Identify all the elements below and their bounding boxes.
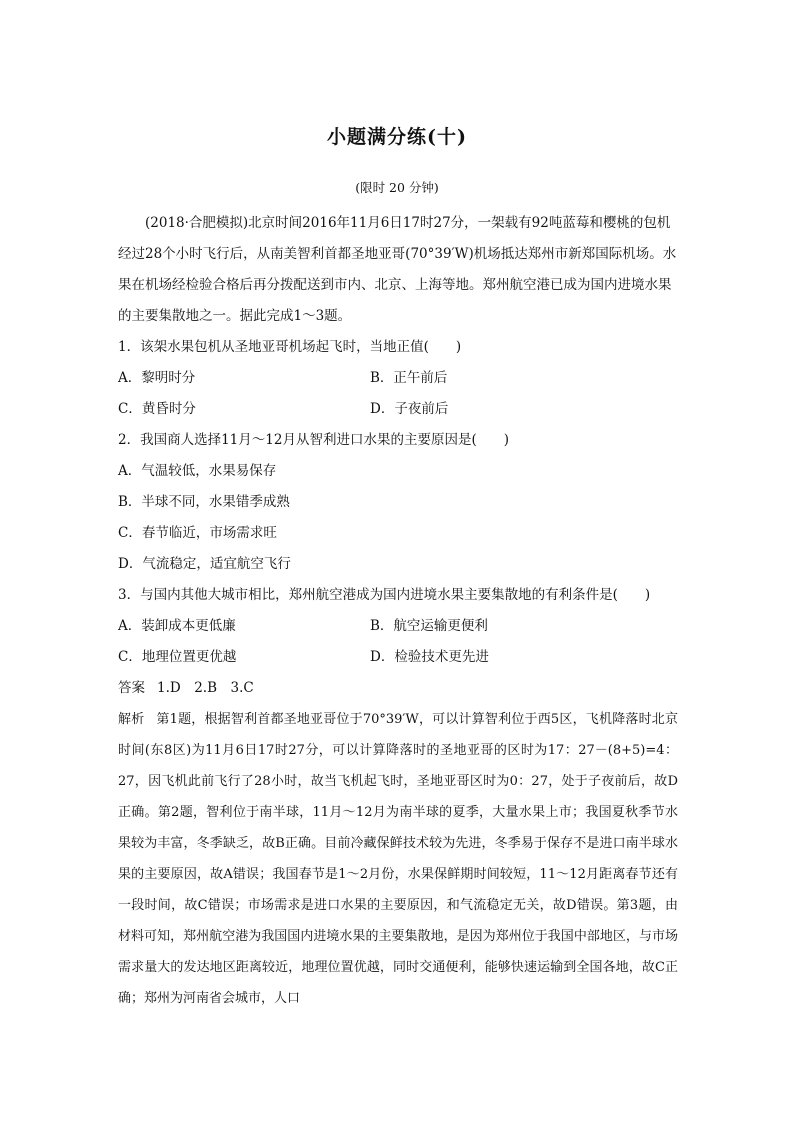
question-options	[118, 611, 678, 673]
question-3	[118, 580, 678, 673]
analysis-label: 解析	[118, 712, 145, 727]
exercise-content	[118, 208, 678, 1014]
page-title: 小题满分练(十)	[327, 126, 467, 148]
option-c: C．地理位置更优越	[118, 649, 237, 665]
intro-paragraph: (2018·合肥模拟)北京时间2016年11月6日17时27分，一架载有92吨蓝莓和樱桃的包机经过28个小时飞行后，从南美智利首都圣地亚哥(70°39′W)机场抵达郑州市新郑国际机场。水果在机场经检验合格后再分拨配送到市内、北京、上海等地。郑州航空港已成为国内进境水果的主要集散地之一。据此完成1～3题。	[118, 215, 677, 324]
option-b: B．正午前后	[370, 370, 448, 386]
question-1	[118, 332, 678, 425]
option-a: A．装卸成本更低廉	[118, 618, 236, 634]
answer-label: 答案	[118, 680, 145, 696]
option-d: D．检验技术更先进	[370, 649, 489, 665]
material-intro	[118, 208, 678, 332]
option-d: D．子夜前后	[370, 401, 449, 417]
option-c: C．春节临近，市场需求旺	[118, 525, 277, 541]
option-b: B．航空运输更便利	[370, 618, 488, 634]
question-stem: 3．与国内其他大城市相比，郑州航空港成为国内进境水果主要集散地的有利条件是( )	[118, 587, 651, 603]
time-limit: (限时 20 分钟)	[355, 180, 439, 195]
question-2	[118, 425, 678, 580]
question-stem: 1．该架水果包机从圣地亚哥机场起飞时，当地正值( )	[118, 339, 462, 355]
option-a: A．黎明时分	[118, 370, 196, 386]
question-stem: 2．我国商人选择11月～12月从智利进口水果的主要原因是( )	[118, 432, 509, 448]
analysis-text: 第1题，根据智利首都圣地亚哥位于70°39′W，可以计算智利位于西5区，飞机降落时北京时间(东8区)为11月6日17时27分，可以计算降落时的圣地亚哥的区时为17：27－(8+5)=4：27，因飞机此前飞行了28小时，故当飞机起飞时，圣地亚哥区时为0：27，处于子夜前后，故D正确。第2题，智利位于南半球，11月～12月为南半球的夏季，大量水果上市；我国夏秋季节水果较为丰富，冬季缺乏，故B正确。目前冷藏保鲜技术较为先进，冬季易于保存不是进口南半球水果的主要原因，故A错误；我国春节是1～2月份，水果保鲜期时间较短，11～12月距离春节还有一段时间，故C错误；市场需求是进口水果的主要原因，和气流稳定无关，故D错误。第3题，由材料可知，郑州航空港为我国国内进境水果的主要集散地，是因为郑州位于我国中部地区，与市场需求量大的发达地区距离较近，地理位置优越，同时交通便利，能够快速运输到全国各地，故C正确；郑州为河南省会城市，人口	[118, 712, 678, 1006]
question-options	[118, 456, 678, 580]
analysis-paragraph	[118, 704, 678, 1014]
option-a: A．气温较低，水果易保存	[118, 463, 277, 479]
option-d: D．气流稳定，适宜航空飞行	[118, 556, 291, 572]
option-c: C．黄昏时分	[118, 401, 196, 417]
option-b: B．半球不同，水果错季成熟	[118, 494, 290, 510]
question-options	[118, 363, 678, 425]
answer-text: 1.D 2.B 3.C	[157, 680, 254, 696]
answer-line	[118, 673, 678, 704]
